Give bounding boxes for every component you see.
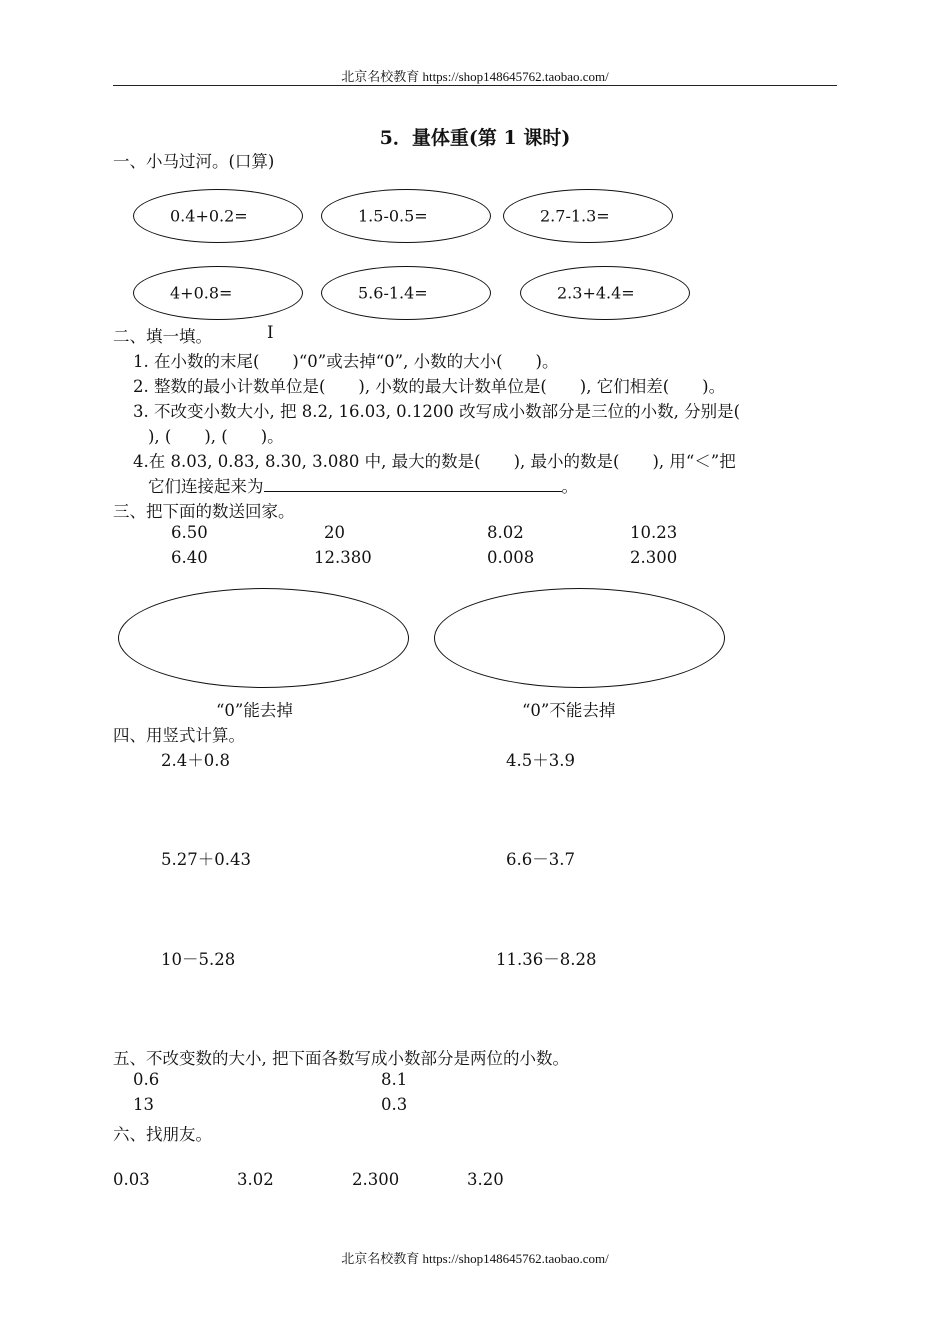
section5-heading: 五、不改变数的大小, 把下面各数写成小数部分是两位的小数。	[113, 1049, 569, 1068]
oral-calc-item: 2.3+4.4=	[557, 283, 635, 303]
section2-heading: 二、填一填。	[113, 327, 212, 346]
zero-removable-label: “0”能去掉	[216, 701, 293, 720]
question-4-prefix: 它们连接起来为	[148, 477, 264, 496]
zero-not-removable-oval	[434, 588, 725, 688]
oral-calc-oval	[520, 266, 690, 320]
number-item: 0.3	[381, 1095, 408, 1114]
text-cursor-mark: I	[267, 323, 274, 342]
question-1: 1. 在小数的末尾( )“0”或去掉“0”, 小数的大小( )。	[133, 352, 559, 371]
vertical-calc-problem: 2.4＋0.8	[161, 751, 230, 770]
vertical-calc-problem: 6.6－3.7	[506, 850, 575, 869]
number-item: 13	[133, 1095, 154, 1114]
friend-number: 3.02	[237, 1170, 274, 1189]
oral-calc-item: 5.6-1.4=	[358, 283, 428, 303]
question-2: 2. 整数的最小计数单位是( ), 小数的最大计数单位是( ), 它们相差( )。	[133, 377, 726, 396]
question-4-line1: 4.在 8.03, 0.83, 8.30, 3.080 中, 最大的数是( ), 最小的数是( ), 用“＜”把	[133, 452, 736, 471]
section6-heading: 六、找朋友。	[113, 1125, 212, 1144]
answer-blank[interactable]	[264, 475, 562, 492]
vertical-calc-problem: 10－5.28	[161, 950, 236, 969]
oral-calc-oval	[503, 189, 673, 243]
oral-calc-item: 1.5-0.5=	[358, 206, 428, 226]
oral-calc-oval	[321, 189, 491, 243]
vertical-calc-problem: 5.27＋0.43	[161, 850, 251, 869]
number-item: 0.008	[487, 548, 535, 567]
oral-calc-item: 0.4+0.2=	[170, 206, 248, 226]
vertical-calc-problem: 4.5＋3.9	[506, 751, 575, 770]
oral-calc-item: 4+0.8=	[170, 283, 233, 303]
number-item: 20	[324, 523, 345, 542]
zero-removable-oval	[118, 588, 409, 688]
section4-heading: 四、用竖式计算。	[113, 726, 245, 745]
vertical-calc-problem: 11.36－8.28	[496, 950, 597, 969]
oral-calc-item: 2.7-1.3=	[540, 206, 610, 226]
number-item: 8.1	[381, 1070, 408, 1089]
page-header: 北京名校教育 https://shop148645762.taobao.com/	[341, 69, 609, 84]
zero-not-removable-label: “0”不能去掉	[522, 701, 616, 720]
oral-calc-oval	[133, 266, 303, 320]
friend-number: 2.300	[352, 1170, 400, 1189]
question-4-suffix: 。	[561, 477, 578, 496]
number-item: 6.40	[171, 548, 208, 567]
section1-heading: 一、小马过河。(口算)	[113, 152, 275, 171]
number-item: 2.300	[630, 548, 678, 567]
number-item: 0.6	[133, 1070, 160, 1089]
page-title: 5．量体重(第 1 课时)	[379, 127, 571, 149]
question-4-line2	[148, 473, 578, 497]
number-item: 10.23	[630, 523, 678, 542]
number-item: 8.02	[487, 523, 524, 542]
page-footer: 北京名校教育 https://shop148645762.taobao.com/	[341, 1251, 609, 1266]
question-3-line1: 3. 不改变小数大小, 把 8.2, 16.03, 0.1200 改写成小数部分是三位的小数, 分别是(	[133, 402, 741, 421]
question-3-line2: ), ( ), ( )。	[148, 427, 284, 446]
number-item: 12.380	[314, 548, 372, 567]
friend-number: 3.20	[467, 1170, 504, 1189]
number-item: 6.50	[171, 523, 208, 542]
friend-number: 0.03	[113, 1170, 150, 1189]
header-rule	[113, 85, 837, 86]
oral-calc-oval	[321, 266, 491, 320]
oral-calc-oval	[133, 189, 303, 243]
section3-heading: 三、把下面的数送回家。	[113, 502, 295, 521]
